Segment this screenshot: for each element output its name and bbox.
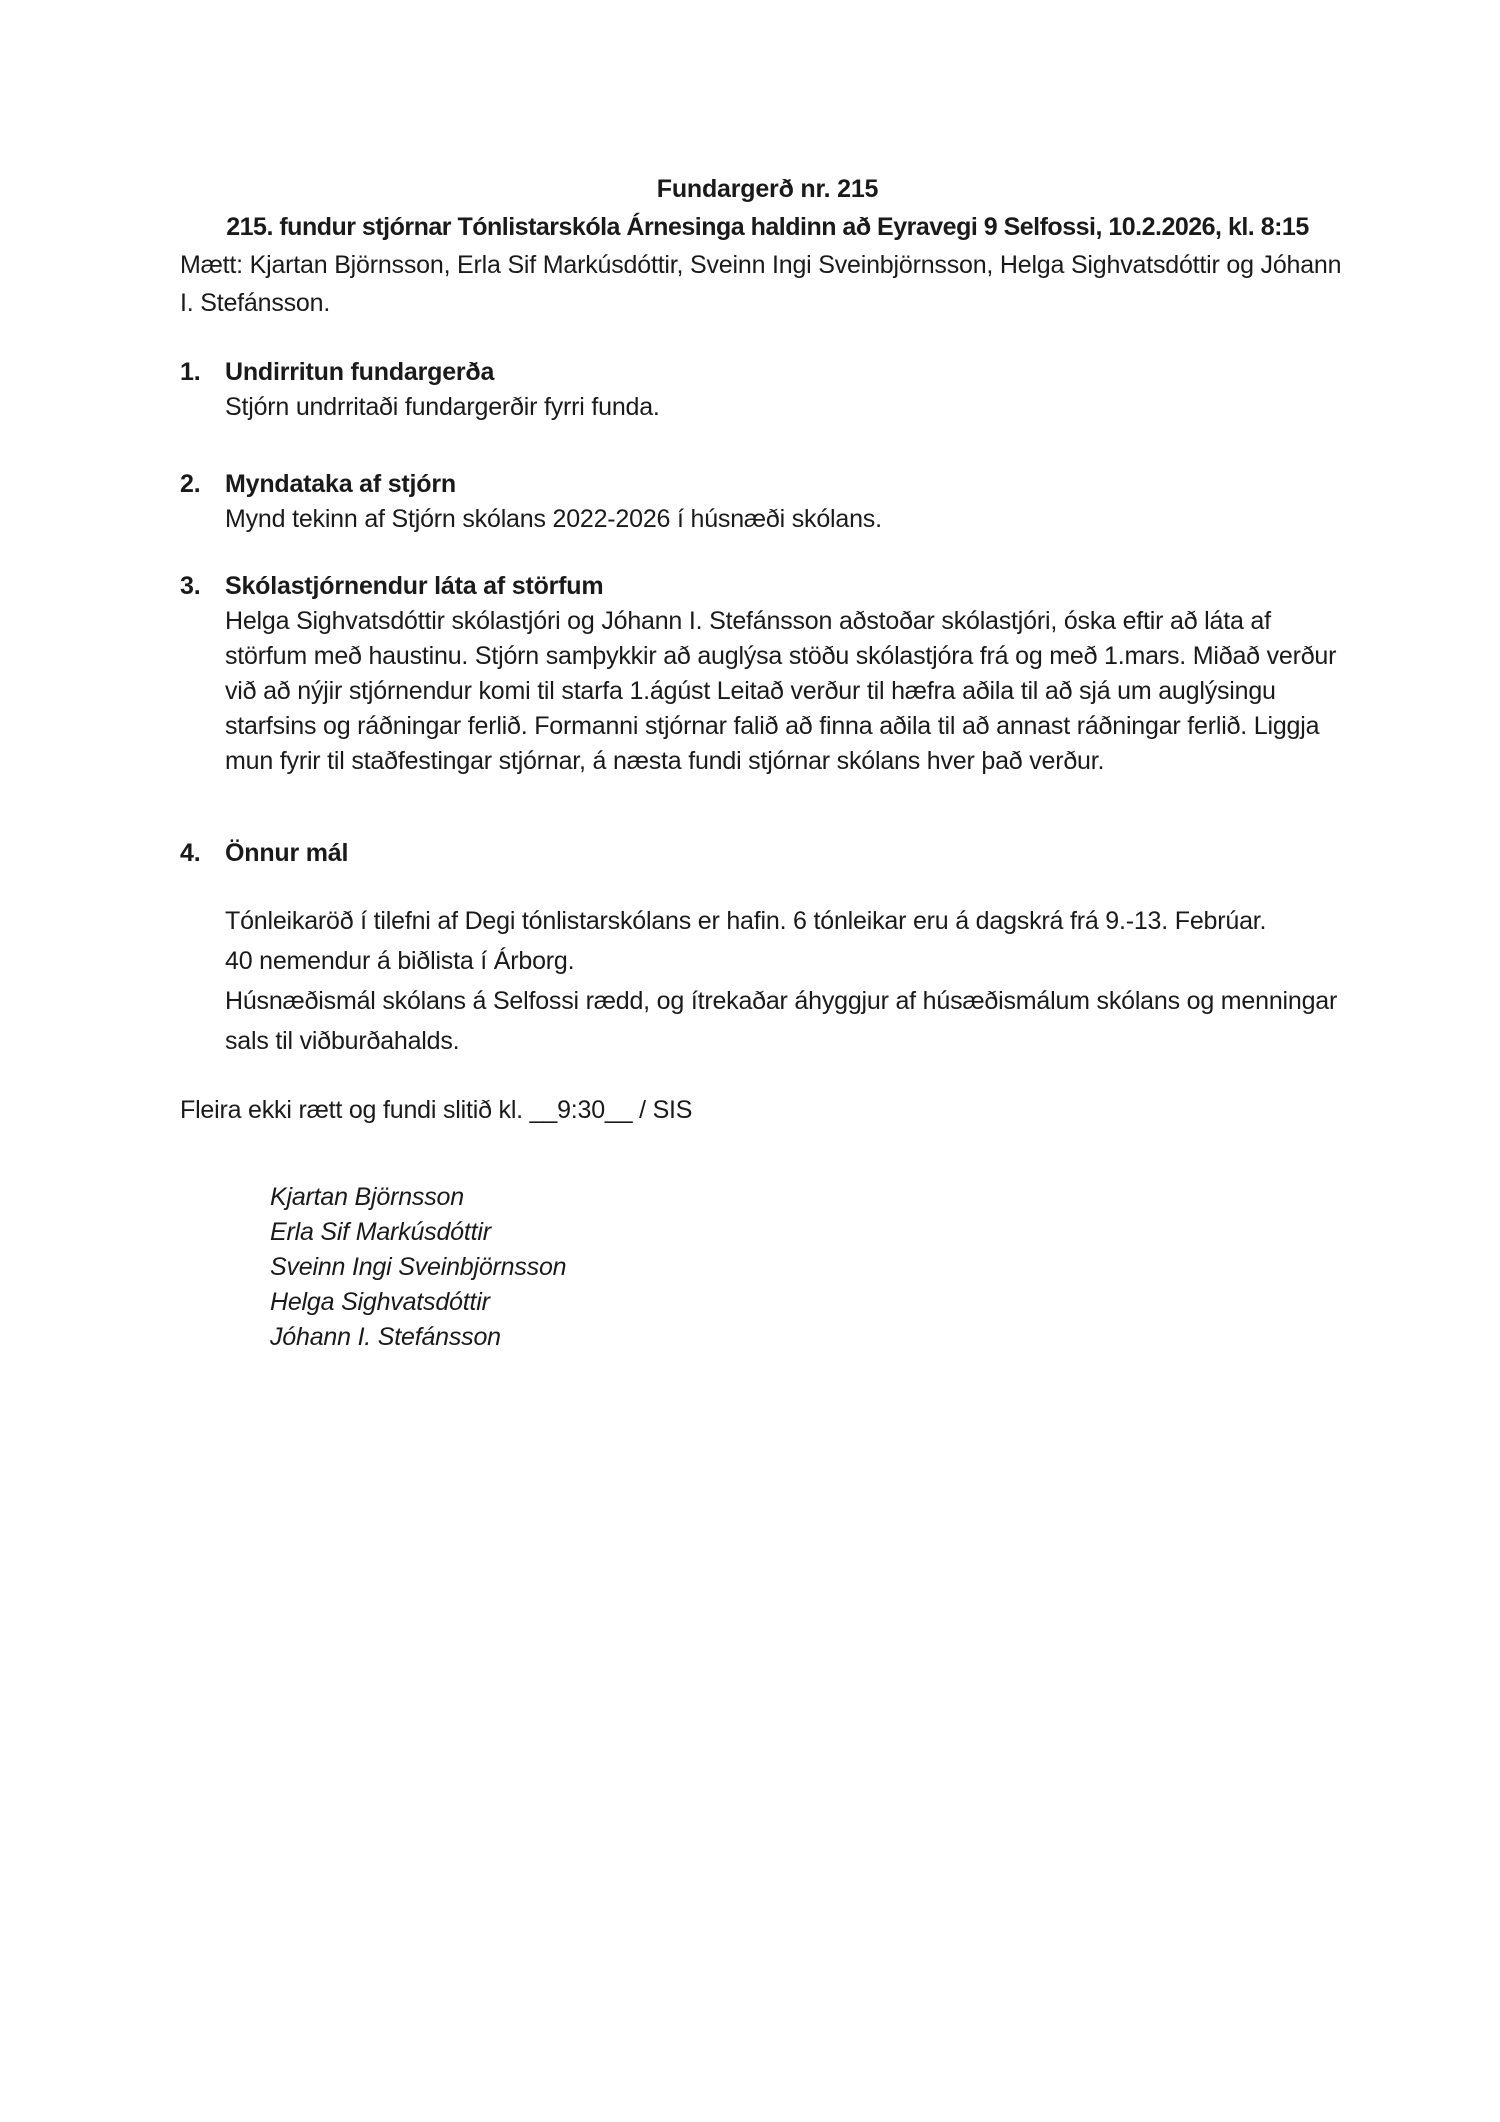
agenda-item-1-text <box>225 390 1355 425</box>
agenda-list <box>180 355 1355 1061</box>
signature-name-5: Jóhann I. Stefánsson <box>270 1323 501 1351</box>
agenda-item-1-number: 1. <box>180 358 201 386</box>
agenda-item-2-number: 2. <box>180 470 201 498</box>
agenda-item-2 <box>180 467 1355 537</box>
agenda-item-2-body <box>225 467 1355 537</box>
attendees-line: Mætt: Kjartan Björnsson, Erla Sif Markúsdóttir, Sveinn Ingi Sveinbjörnsson, Helga Sighvatsdóttir og Jóhann I. Stefánsson. <box>180 251 1342 317</box>
signatures-block <box>270 1180 1355 1355</box>
agenda-item-1-paragraph: Stjórn undrritaði fundargerðir fyrri funda. <box>225 393 660 421</box>
document-title: Fundargerð nr. 215 <box>656 175 879 203</box>
agenda-item-3-number: 3. <box>180 572 201 600</box>
agenda-item-4-paragraph-1: Tónleikaröð í tilefni af Degi tónlistarskólans er hafin. 6 tónleikar eru á dagskrá frá 9.-13. Febrúar. <box>225 907 1267 935</box>
agenda-item-4-paragraph-3: Húsnæðismál skólans á Selfossi rædd, og ítrekaðar áhyggjur af húsæðismálum skólans og menningar sals til viðburðahalds. <box>225 987 1338 1055</box>
agenda-item-2-heading: Myndataka af stjórn <box>225 470 456 498</box>
agenda-item-1 <box>180 355 1355 425</box>
agenda-item-3-text <box>225 604 1355 779</box>
document-subtitle: 215. fundur stjórnar Tónlistarskóla Árnesinga haldinn að Eyravegi 9 Selfossi, 10.2.2026, kl. 8:15 <box>226 213 1309 241</box>
signature-name-1: Kjartan Björnsson <box>270 1183 464 1211</box>
agenda-item-2-paragraph: Mynd tekinn af Stjórn skólans 2022-2026 í húsnæði skólans. <box>225 505 882 533</box>
agenda-item-3 <box>180 569 1355 779</box>
agenda-item-3-paragraph: Helga Sighvatsdóttir skólastjóri og Jóhann I. Stefánsson aðstoðar skólastjóri, óska eftir að láta af störfum með haustinu. Stjórn samþykkir að auglýsa stöðu skólastjóra frá og með 1.mars. Miðað verður við að nýjir stjórnendur komi til starfa 1.ágúst Leitað verður til hæfra aðila til að sjá um auglýsingu starfsins og ráðningar ferlið. Formanni stjórnar falið að finna aðila til að annast ráðningar ferlið. Liggja mun fyrir til staðfestingar stjórnar, á næsta fundi stjórnar skólans hver það verður. <box>225 607 1337 775</box>
agenda-item-2-text <box>225 502 1355 537</box>
agenda-item-4-paragraph-2: 40 nemendur á biðlista í Árborg. <box>225 947 575 975</box>
agenda-item-4-body <box>225 833 1355 1061</box>
agenda-item-4 <box>180 833 1355 1061</box>
signature-name-2: Erla Sif Markúsdóttir <box>270 1218 491 1246</box>
closing-line: Fleira ekki rætt og fundi slitið kl. __9:30__ / SIS <box>180 1096 693 1124</box>
agenda-item-3-body <box>225 569 1355 779</box>
agenda-item-4-text <box>225 901 1355 1061</box>
signature-name-3: Sveinn Ingi Sveinbjörnsson <box>270 1253 567 1281</box>
agenda-item-4-number: 4. <box>180 839 201 867</box>
agenda-item-3-heading: Skólastjórnendur láta af störfum <box>225 572 604 600</box>
agenda-item-1-body <box>225 355 1355 425</box>
agenda-item-1-heading: Undirritun fundargerða <box>225 358 495 386</box>
signature-name-4: Helga Sighvatsdóttir <box>270 1288 490 1316</box>
agenda-item-4-heading: Önnur mál <box>225 839 349 867</box>
